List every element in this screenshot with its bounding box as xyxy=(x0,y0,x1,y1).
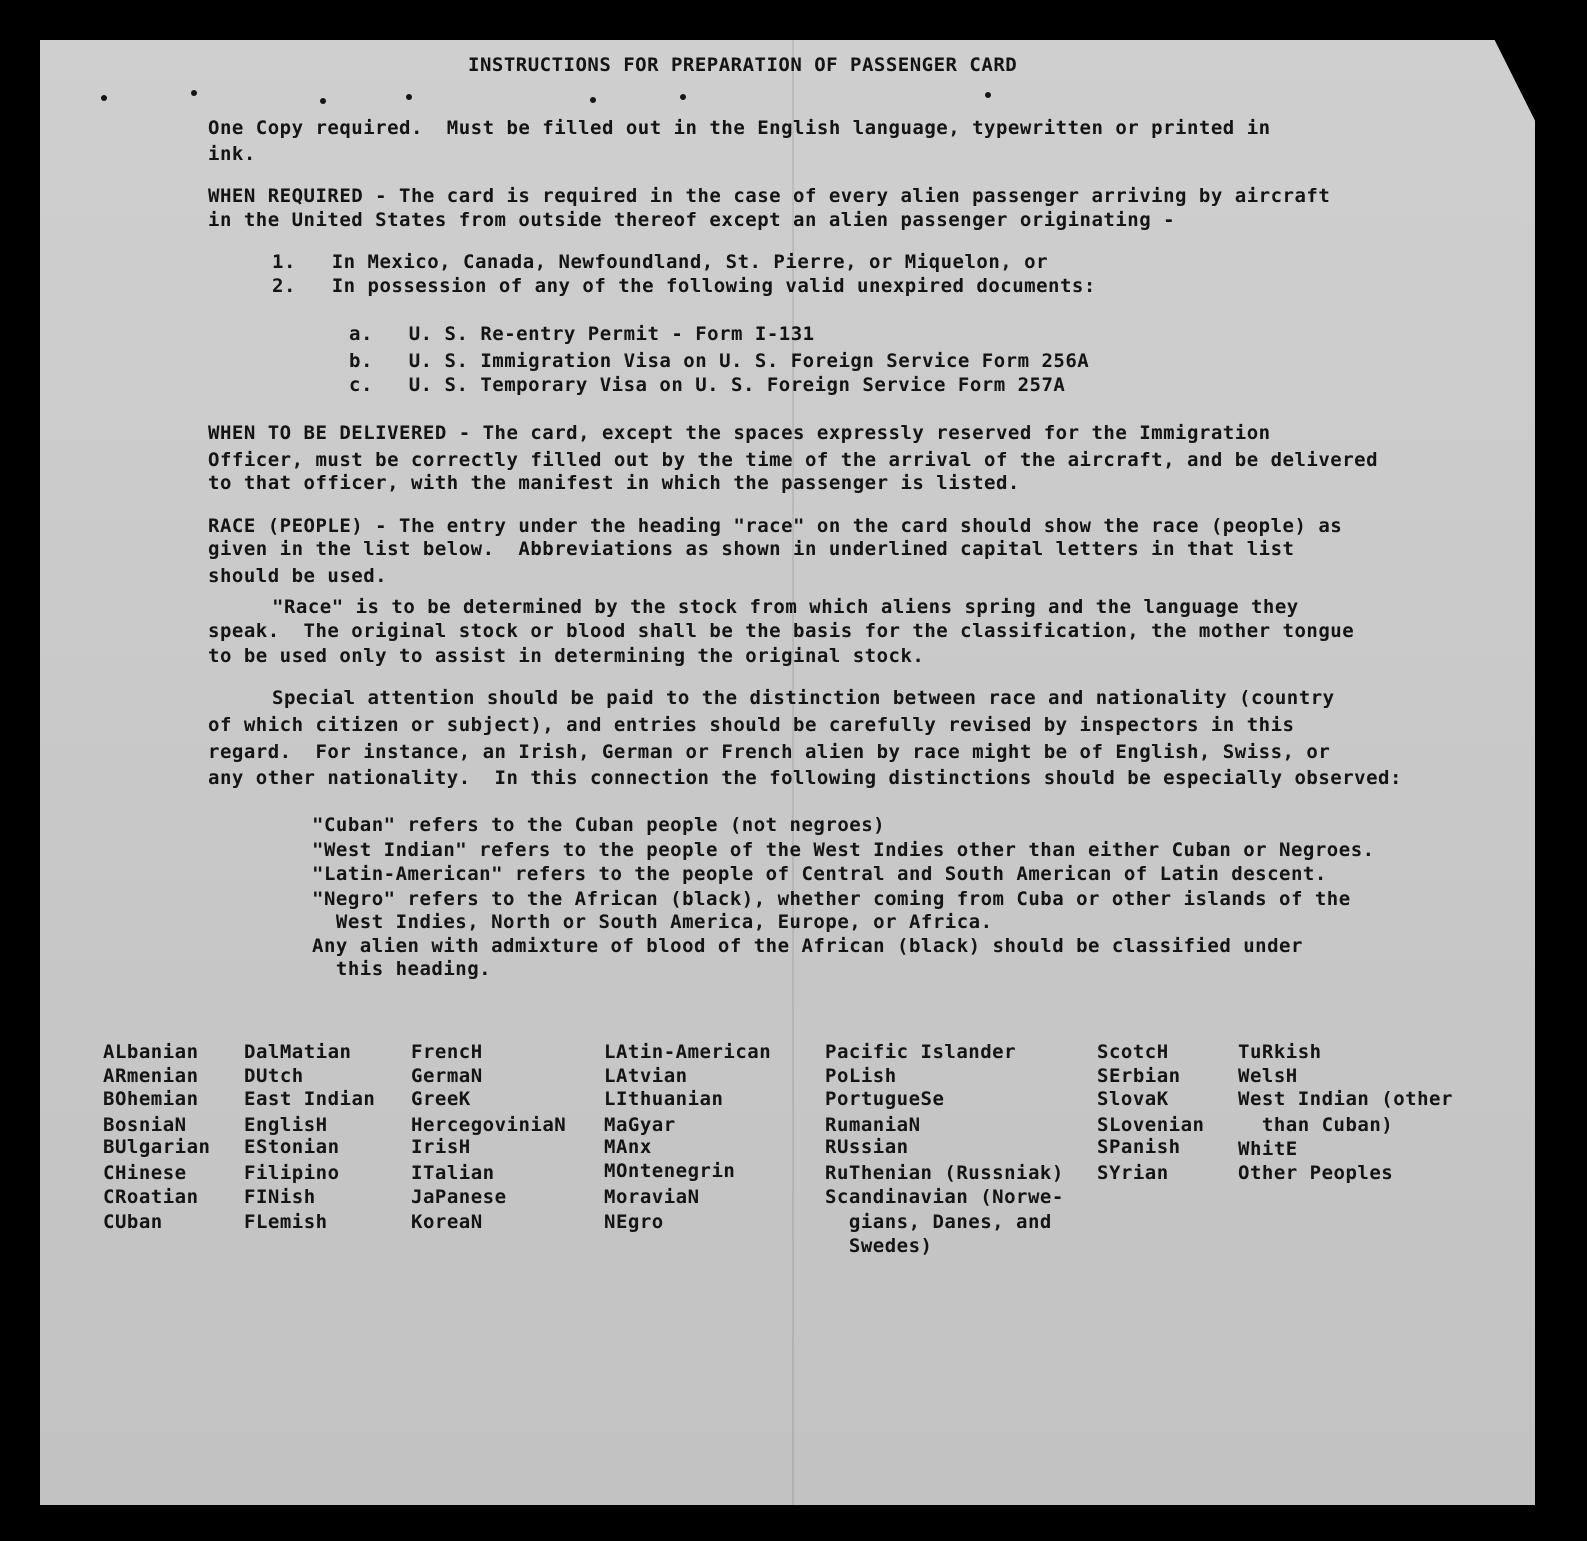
speck xyxy=(590,97,596,103)
sub-list-item: b. U. S. Immigration Visa on U. S. Foreign Service Form 256A xyxy=(349,350,1090,372)
race-entry: CRoatian xyxy=(103,1186,199,1208)
race-entry: FrencH xyxy=(411,1041,483,1063)
race-entry: SYrian xyxy=(1097,1162,1169,1184)
distinction-line: "Negro" refers to the African (black), whether coming from Cuba or other islands of the xyxy=(312,888,1351,910)
race-entry: WhitE xyxy=(1238,1138,1298,1160)
race-entry: ITalian xyxy=(411,1162,495,1184)
race-entry: LAtvian xyxy=(604,1065,688,1087)
race-line: given in the list below. Abbreviations as shown in underlined capital letters in that list xyxy=(208,538,1295,560)
when-required-line: in the United States from outside thereof except an alien passenger originating - xyxy=(208,209,1176,231)
speck xyxy=(191,90,197,96)
intro-line: One Copy required. Must be filled out in the English language, typewritten or printed in xyxy=(208,117,1271,139)
speck xyxy=(101,95,107,101)
race-entry: WelsH xyxy=(1238,1065,1298,1087)
race-entry: DUtch xyxy=(244,1065,304,1087)
race-entry: BOhemian xyxy=(103,1088,199,1110)
race-entry: ARmenian xyxy=(103,1065,199,1087)
race-entry: KoreaN xyxy=(411,1211,483,1233)
distinction-line: "Cuban" refers to the Cuban people (not negroes) xyxy=(312,814,886,836)
race-entry: East Indian xyxy=(244,1088,376,1110)
race-entry: Swedes) xyxy=(825,1235,933,1257)
race-line: should be used. xyxy=(208,565,388,587)
page-title: INSTRUCTIONS FOR PREPARATION OF PASSENGER CARD xyxy=(468,54,1018,76)
race-definition-line: speak. The original stock or blood shall be the basis for the classification, the mother tongue xyxy=(208,620,1355,642)
distinction-line: West Indies, North or South America, Europe, or Africa. xyxy=(312,911,993,933)
race-entry: CUban xyxy=(103,1211,163,1233)
race-entry: RumaniaN xyxy=(825,1114,921,1136)
race-definition-line: "Race" is to be determined by the stock from which aliens spring and the language they xyxy=(272,596,1299,618)
race-entry: LIthuanian xyxy=(604,1088,724,1110)
race-entry: SlovaK xyxy=(1097,1088,1169,1110)
race-entry: GermaN xyxy=(411,1065,483,1087)
list-item: 1. In Mexico, Canada, Newfoundland, St. Pierre, or Miquelon, or xyxy=(272,251,1049,273)
speck xyxy=(985,92,991,98)
race-entry: RUssian xyxy=(825,1136,909,1158)
when-delivered-line: Officer, must be correctly filled out by the time of the arrival of the aircraft, and be delivered xyxy=(208,449,1379,471)
speck xyxy=(680,94,686,100)
distinction-line: Any alien with admixture of blood of the African (black) should be classified under xyxy=(312,935,1303,957)
race-entry: MAnx xyxy=(604,1136,652,1158)
special-attention-line: of which citizen or subject), and entries should be carefully revised by inspectors in this xyxy=(208,714,1295,736)
race-entry: RuThenian (Russniak) xyxy=(825,1162,1064,1184)
race-entry: LAtin-American xyxy=(604,1041,772,1063)
race-entry: Scandinavian (Norwe- xyxy=(825,1186,1064,1208)
race-entry: DalMatian xyxy=(244,1041,352,1063)
speck xyxy=(406,94,412,100)
race-line: RACE (PEOPLE) - The entry under the heading "race" on the card should show the race (people) as xyxy=(208,515,1343,537)
race-entry: IrisH xyxy=(411,1136,471,1158)
race-entry: MaGyar xyxy=(604,1114,676,1136)
race-entry: SLovenian xyxy=(1097,1114,1205,1136)
when-required-line: WHEN REQUIRED - The card is required in the case of every alien passenger arriving by aircraft xyxy=(208,185,1331,207)
race-entry: HercegoviniaN xyxy=(411,1114,567,1136)
race-entry: than Cuban) xyxy=(1238,1114,1394,1136)
race-entry: FLemish xyxy=(244,1211,328,1233)
race-entry: EnglisH xyxy=(244,1114,328,1136)
race-entry: NEgro xyxy=(604,1211,664,1233)
race-entry: ALbanian xyxy=(103,1041,199,1063)
race-entry: ScotcH xyxy=(1097,1041,1169,1063)
race-entry: TuRkish xyxy=(1238,1041,1322,1063)
when-delivered-line: to that officer, with the manifest in which the passenger is listed. xyxy=(208,472,1020,494)
race-entry: EStonian xyxy=(244,1136,340,1158)
race-entry: BosniaN xyxy=(103,1114,187,1136)
race-entry: gians, Danes, and xyxy=(825,1211,1052,1233)
race-entry: SErbian xyxy=(1097,1065,1181,1087)
race-entry: Pacific Islander xyxy=(825,1041,1017,1063)
intro-line: ink. xyxy=(208,143,256,165)
race-entry: PortugueSe xyxy=(825,1088,945,1110)
speck xyxy=(320,98,326,104)
race-entry: GreeK xyxy=(411,1088,471,1110)
distinction-line: this heading. xyxy=(312,958,492,980)
distinction-line: "Latin-American" refers to the people of Central and South American of Latin descent. xyxy=(312,863,1327,885)
race-entry: CHinese xyxy=(103,1162,187,1184)
distinction-line: "West Indian" refers to the people of the West Indies other than either Cuban or Negroes. xyxy=(312,839,1375,861)
when-delivered-line: WHEN TO BE DELIVERED - The card, except the spaces expressly reserved for the Immigration xyxy=(208,422,1271,444)
race-entry: Filipino xyxy=(244,1162,340,1184)
list-item: 2. In possession of any of the following valid unexpired documents: xyxy=(272,275,1096,297)
race-entry: JaPanese xyxy=(411,1186,507,1208)
sub-list-item: a. U. S. Re-entry Permit - Form I-131 xyxy=(349,323,815,345)
race-entry: PoLish xyxy=(825,1065,897,1087)
race-definition-line: to be used only to assist in determining the original stock. xyxy=(208,645,925,667)
race-entry: BUlgarian xyxy=(103,1136,211,1158)
race-entry: MOntenegrin xyxy=(604,1160,736,1182)
special-attention-line: any other nationality. In this connection the following distinctions should be especially observed: xyxy=(208,767,1402,789)
race-entry: SPanish xyxy=(1097,1136,1181,1158)
race-entry: MoraviaN xyxy=(604,1186,700,1208)
race-entry: Other Peoples xyxy=(1238,1162,1394,1184)
race-entry: West Indian (other xyxy=(1238,1088,1453,1110)
race-entry: FINish xyxy=(244,1186,316,1208)
special-attention-line: Special attention should be paid to the distinction between race and nationality (country xyxy=(272,687,1335,709)
special-attention-line: regard. For instance, an Irish, German or French alien by race might be of English, Swiss, or xyxy=(208,741,1331,763)
sub-list-item: c. U. S. Temporary Visa on U. S. Foreign Service Form 257A xyxy=(349,374,1066,396)
